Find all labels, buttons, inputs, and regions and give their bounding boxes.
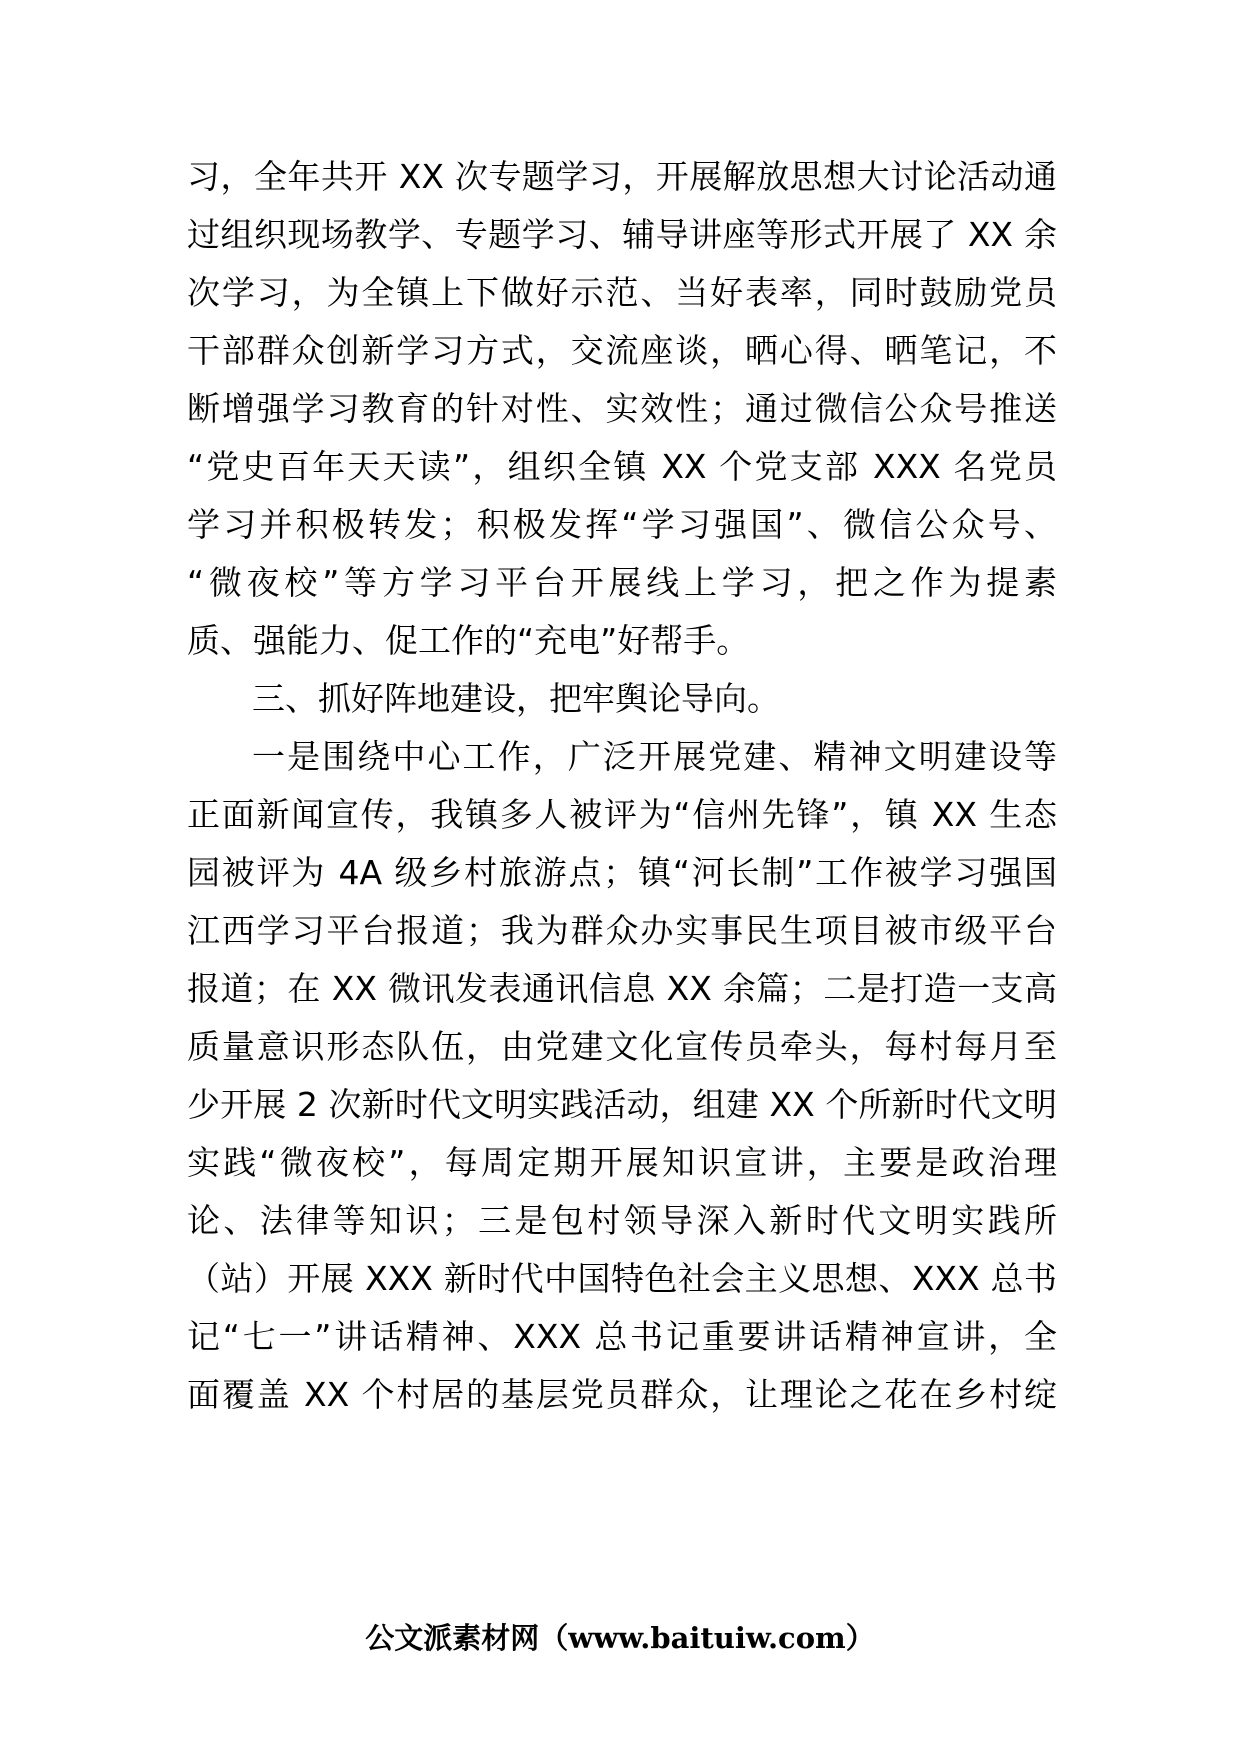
body-line-20: （站）开展 XXX 新时代中国特色社会主义思想、XXX 总书 xyxy=(187,1259,1057,1298)
body-line-19: 论、法律等知识；三是包村领导深入新时代文明实践所 xyxy=(187,1201,1057,1240)
body-line-16: 质量意识形态队伍，由党建文化宣传员牵头，每村每月至 xyxy=(187,1027,1057,1066)
body-line-17: 少开展 2 次新时代文明实践活动，组建 XX 个所新时代文明 xyxy=(187,1085,1057,1124)
footer-watermark: 公文派素材网（www.baituiw.com） xyxy=(365,1621,875,1655)
body-line-12: 正面新闻宣传，我镇多人被评为“信州先锋”，镇 XX 生态 xyxy=(187,795,1057,834)
body-line-14: 江西学习平台报道；我为群众办实事民生项目被市级平台 xyxy=(187,911,1057,950)
body-line-18: 实践“微夜校”，每周定期开展知识宣讲，主要是政治理 xyxy=(187,1143,1057,1182)
body-line-6: “党史百年天天读”，组织全镇 XX 个党支部 XXX 名党员 xyxy=(187,447,1057,486)
body-line-4: 干部群众创新学习方式，交流座谈，晒心得、晒笔记，不 xyxy=(187,331,1057,370)
body-line-11: 一是围绕中心工作，广泛开展党建、精神文明建设等 xyxy=(252,737,1057,776)
body-line-21: 记“七一”讲话精神、XXX 总书记重要讲话精神宣讲，全 xyxy=(187,1317,1057,1356)
body-line-15: 报道；在 XX 微讯发表通讯信息 XX 余篇；二是打造一支高 xyxy=(187,969,1057,1008)
body-line-9: 质、强能力、促工作的“充电”好帮手。 xyxy=(187,621,750,660)
section-heading: 三、抓好阵地建设，把牢舆论导向。 xyxy=(252,679,780,718)
body-line-2: 过组织现场教学、专题学习、辅导讲座等形式开展了 XX 余 xyxy=(187,215,1057,254)
body-line-1: 习，全年共开 XX 次专题学习，开展解放思想大讨论活动通 xyxy=(187,157,1057,196)
body-line-8: “微夜校”等方学习平台开展线上学习，把之作为提素 xyxy=(187,563,1057,602)
body-line-3: 次学习，为全镇上下做好示范、当好表率，同时鼓励党员 xyxy=(187,273,1057,312)
body-line-22: 面覆盖 XX 个村居的基层党员群众，让理论之花在乡村绽 xyxy=(187,1375,1057,1414)
body-line-7: 学习并积极转发；积极发挥“学习强国”、微信公众号、 xyxy=(187,505,1057,544)
body-line-5: 断增强学习教育的针对性、实效性；通过微信公众号推送 xyxy=(187,389,1057,428)
body-line-13: 园被评为 4A 级乡村旅游点；镇“河长制”工作被学习强国 xyxy=(187,853,1057,892)
